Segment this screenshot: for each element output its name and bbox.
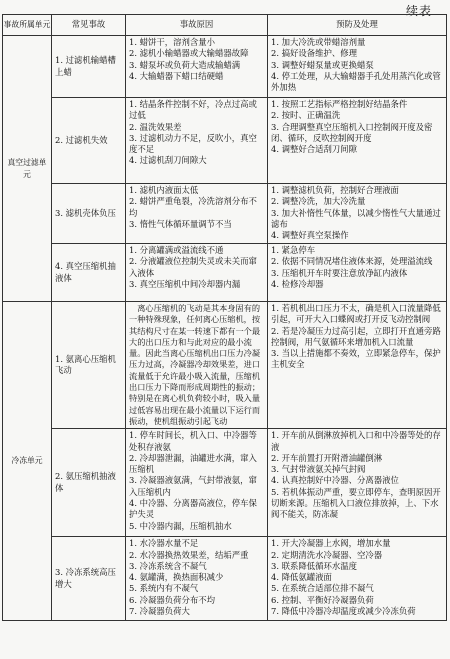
- accident-cell: 4. 真空压缩机抽液体: [52, 244, 126, 302]
- table-row: [3, 184, 447, 244]
- cause-cell: 1. 分离罐满或溢流线不通 2. 分液罐液位控制失灵或未关而窜入液体 3. 真空压缩机中间冷却器内漏: [126, 244, 268, 302]
- table-row: [3, 98, 447, 184]
- header-accident: 常见事故: [52, 15, 126, 36]
- cause-cell: 1. 蜡饼干，溶剂含量小 2. 滤机小输蜡器或大输蜡器故障 3. 蜡泵坏或负荷大造成输蜡满 4. 大输蜡器下蜡口结硬蜡: [126, 36, 268, 98]
- prevention-cell: 1. 加大冷洗或带蜡溶剂量 2. 搞好设备维护、修理 3. 调整好蜡泵量或更换蜡泵 4. 停工处理，从大输蜡器手孔处用蒸汽化或管外加热: [268, 36, 447, 98]
- table-row: [3, 36, 447, 98]
- prevention-cell: 1. 开车前从倒淋放掉机入口和中冷器等处的存液 2. 开车前置打开附滑油罐倒淋 3. 气封带液氨关掉气封阀 4. 认真控制好中冷器、分离器液位 5. 若机体振动严重，要立即停车，查明原因开切断来源。压缩机入口液位排放掉，上、下水阀不能关，防冻凝: [268, 429, 447, 537]
- accident-table: [2, 14, 447, 621]
- prevention-cell: 1. 调整滤机负荷，控制好合理液面 2. 调整冷洗，加大冷洗量 3. 加大补惰性气体量，以减少惰性气大量通过滤布 4. 调整好真空泵操作: [268, 184, 447, 244]
- accident-cell: 3. 冷冻系统高压增大: [52, 537, 126, 621]
- prevention-cell: 1. 开大冷凝器上水阀，增加水量 2. 定期清洗水冷凝器、空冷器 3. 联系降低循环水温度 4. 降低氨罐液面 5. 在系统合适部位排不凝气 6. 控制、平衡好冷凝器负荷 7. 降低中冷器冷却温度或减少冷冻负荷: [268, 537, 447, 621]
- accident-cell: 2. 过滤机失效: [52, 98, 126, 184]
- table-row: [3, 244, 447, 302]
- header-cause: 事故原因: [126, 15, 268, 36]
- cause-cell: 离心压缩机的飞动是其本身固有的一种特殊现象，任何离心压缩机，按其结构尺寸在某一转速下都有一个最大的出口压力和与此对应的最小流量。因此当离心压缩机出口压力冷凝压力过高，冷凝器冷却效果差，进口流量低于允许最小吸入流量，压缩机出口压力下降而形成周期性的振动；特别是在离心机负荷较小时，吸入量过低容易出现在最小流量以下运行而振动，使机组振动引起飞动: [126, 302, 268, 429]
- unit-name: 冷冻单元: [3, 302, 52, 621]
- cause-cell: 1. 停车时间长，机入口、中冷器等处积存液氨 2. 冷却器泄漏，油罐进水满，窜入压缩机 3. 冷凝器液氨满，气封带液氨，窜入压缩机内 4. 中冷器、分离器高液位，停车保护失灵 5. 中冷器内漏，压缩机抽水: [126, 429, 268, 537]
- prevention-cell: 1. 按照工艺指标严格控制好结晶条件 2. 按时、正确温洗 3. 合理调整真空压缩机入口控制阀开度及密闭、循环，反吹控制阀开度 4. 调整好合适刮刀间隙: [268, 98, 447, 184]
- continued-label: 续表: [405, 4, 432, 18]
- accident-cell: 1. 氨离心压缩机飞动: [52, 302, 126, 429]
- accident-cell: 3. 滤机壳体负压: [52, 184, 126, 244]
- accident-cell: 1. 过滤机输蜡槽上蜡: [52, 36, 126, 98]
- cause-cell: 1. 结晶条件控制不好，冷点过高或过低 2. 温洗效果差 3. 过滤机动力不足，反吹小，真空度不足 4. 过滤机刮刀间隙大: [126, 98, 268, 184]
- prevention-cell: 1. 紧急停车 2. 依据不同情况堵住液体来源，处理溢流线 3. 压缩机开车时要注意放净缸内液体 4. 检修冷却器: [268, 244, 447, 302]
- accident-cell: 2. 氨压缩机抽液体: [52, 429, 126, 537]
- table-row: [3, 537, 447, 621]
- cause-cell: 1. 滤机内液面太低 2. 蜡饼严重龟裂，冷洗溶剂分布不均 3. 惰性气体循环量调节不当: [126, 184, 268, 244]
- table-row: [3, 302, 447, 429]
- cause-cell: 1. 水冷器水量不足 2. 水冷器换热效果差，结垢严重 3. 冷冻系统含不凝气 4. 氨罐满，换热面积减少 5. 系统内有不凝气 6. 冷凝器负荷分布不均 7. 冷凝器负荷大: [126, 537, 268, 621]
- table-row: [3, 429, 447, 537]
- unit-name: 真空过滤单元: [3, 36, 52, 302]
- header-prevention: 预防及处理: [268, 15, 447, 36]
- header-unit: 事故所属单元: [3, 15, 52, 36]
- header-row: [3, 15, 447, 36]
- prevention-cell: 1. 若机机出口压力不太，确是机入口流量降低引起，可开大入口蝶阀或打开反飞动控制阀 2. 若是冷凝压力过高引起，立即打开直通旁路控制阀，用气氨循环来增加机入口流量 3. 当以上措施都不奏效，立即紧急停车，保护主机安全: [268, 302, 447, 429]
